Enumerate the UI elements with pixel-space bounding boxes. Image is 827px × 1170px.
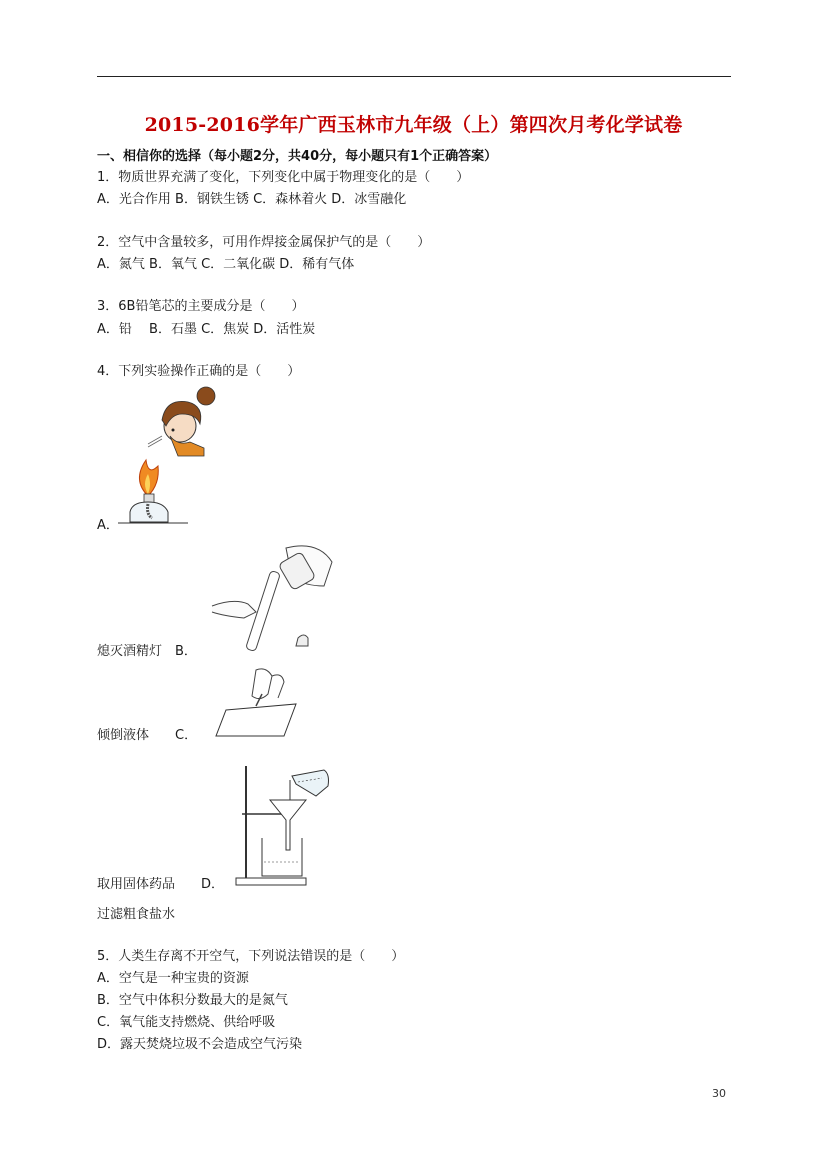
q2-options: A．氮气 B．氧气 C．二氧化碳 D．稀有气体	[97, 257, 355, 272]
q5-option-d: D．露天焚烧垃圾不会造成空气污染	[97, 1037, 303, 1052]
figure-filtration	[232, 758, 342, 888]
q4-caption-b-label-c: 倾倒液体 C．	[97, 728, 198, 743]
header-rule	[97, 76, 731, 77]
section-heading: 一、相信你的选择（每小题2分，共40分，每小题只有1个正确答案）	[97, 149, 498, 164]
q4-caption-a-label-b: 熄灭酒精灯 B．	[97, 644, 197, 659]
q1-stem: 1．物质世界充满了变化，下列变化中属于物理变化的是（ ）	[97, 170, 470, 185]
figure-take-solid	[212, 664, 304, 744]
q5-option-b: B．空气中体积分数最大的是氮气	[97, 993, 288, 1008]
page-number: 30	[712, 1087, 726, 1100]
q4-caption-d: 过滤粗食盐水	[97, 907, 176, 922]
q4-stem: 4．下列实验操作正确的是（ ）	[97, 364, 301, 379]
q5-stem: 5．人类生存离不开空气，下列说法错误的是（ ）	[97, 949, 405, 964]
q2-stem: 2．空气中含量较多，可用作焊接金属保护气的是（ ）	[97, 235, 431, 250]
exam-title: 2015-2016学年广西玉林市九年级（上）第四次月考化学试卷	[144, 114, 683, 136]
q3-options: A．铅 B．石墨 C．焦炭 D．活性炭	[97, 322, 316, 337]
figure-pour-liquid	[208, 542, 338, 657]
q4-caption-c-label-d: 取用固体药品 D．	[97, 877, 225, 892]
q3-stem: 3．6B铅笔芯的主要成分是（ ）	[97, 299, 305, 314]
q5-option-c: C．氧气能支持燃烧、供给呼吸	[97, 1015, 276, 1030]
q1-options: A．光合作用 B．钢铁生锈 C．森林着火 D．冰雪融化	[97, 192, 407, 207]
q5-option-a: A．空气是一种宝贵的资源	[97, 971, 249, 986]
figure-blow-out-lamp	[118, 384, 223, 526]
q4-label-a: A．	[97, 518, 119, 533]
